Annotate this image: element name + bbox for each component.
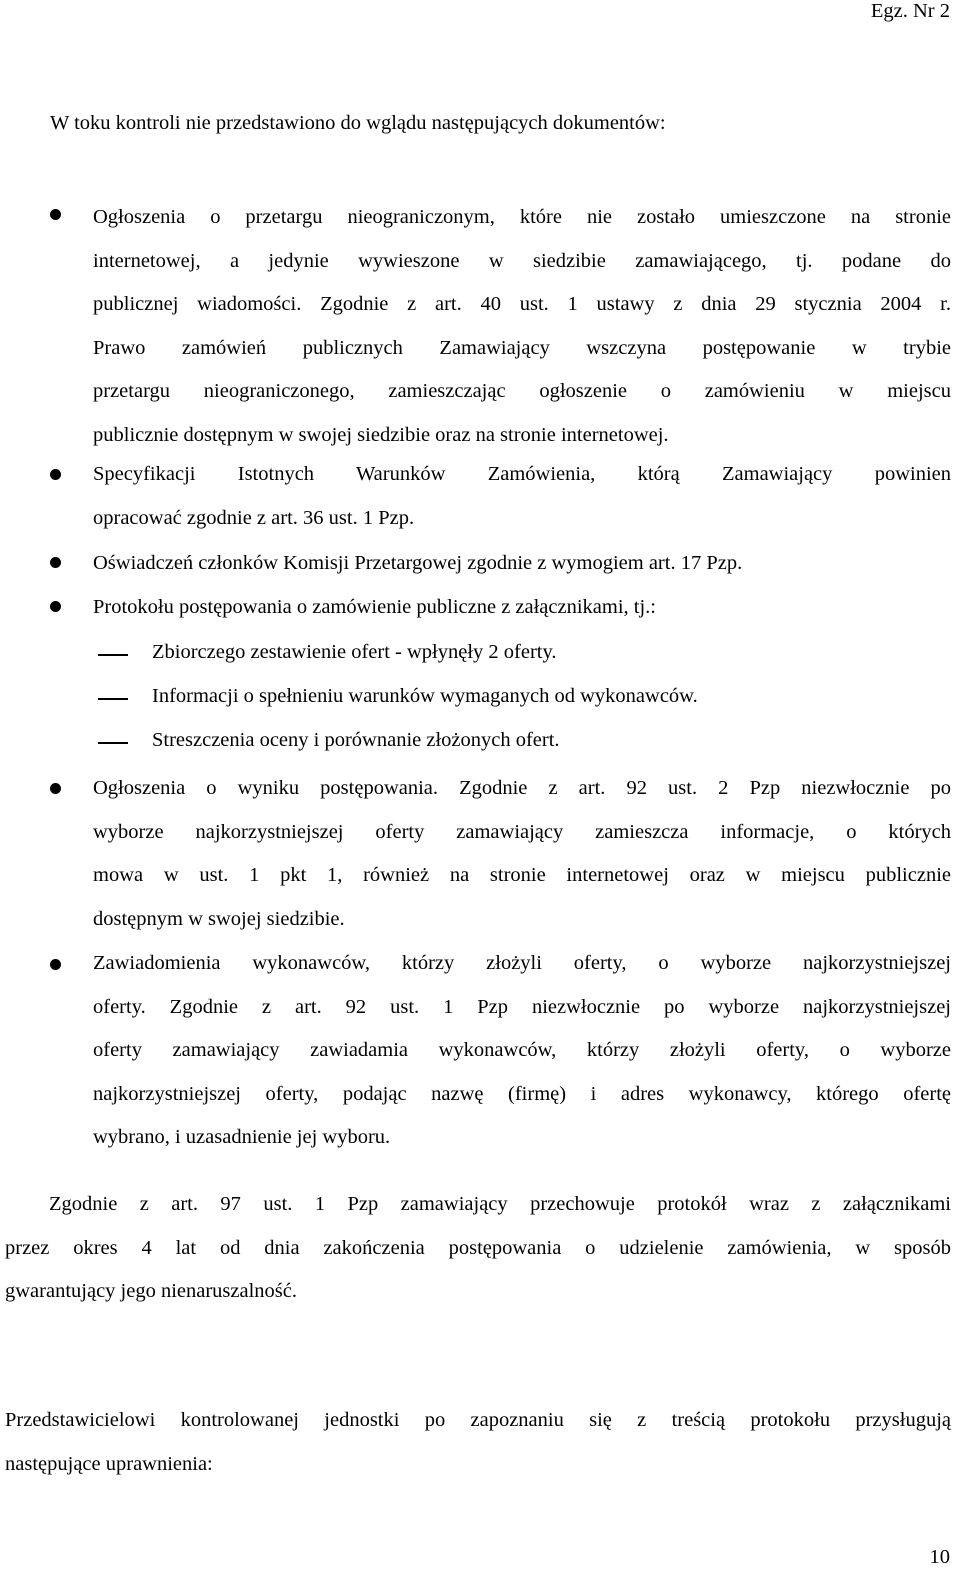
line: przez okres 4 lat od dnia zakończenia postępowania o udzielenie zamówienia, w sposób bbox=[5, 1236, 951, 1259]
bullet-icon bbox=[50, 783, 61, 794]
line: mowa w ust. 1 pkt 1, również na stronie internetowej oraz w miejscu publicznie bbox=[93, 864, 951, 887]
line: publicznie dostępnym w swojej siedzibie oraz na stronie internetowej. bbox=[93, 423, 669, 446]
rights-paragraph bbox=[5, 1399, 951, 1486]
list-item bbox=[93, 196, 951, 458]
dash-icon bbox=[98, 654, 128, 656]
line: Oświadczeń członków Komisji Przetargowej zgodnie z wymogiem art. 17 Pzp. bbox=[93, 552, 743, 574]
line: Zawiadomienia wykonawców, którzy złożyli oferty, o wyborze najkorzystniejszej bbox=[93, 952, 951, 974]
page-number: 10 bbox=[929, 1546, 950, 1568]
line: przetargu nieograniczonego, zamieszczając ogłoszenie o zamówieniu w miejscu bbox=[93, 380, 951, 403]
line: Zgodnie z art. 97 ust. 1 Pzp zamawiający przechowuje protokół wraz z załącznikami bbox=[49, 1193, 951, 1215]
bullet-icon bbox=[50, 469, 61, 480]
line: wybrano, i uzasadnienie jej wyboru. bbox=[93, 1126, 391, 1149]
intro-text: W toku kontroli nie przedstawiono do wglądu następujących dokumentów: bbox=[50, 112, 666, 134]
line: internetowej, a jedynie wywieszone w siedzibie zamawiającego, tj. podane do bbox=[93, 249, 951, 272]
line: Specyfikacji Istotnych Warunków Zamówienia, którą Zamawiający powinien bbox=[93, 463, 951, 485]
line: Przedstawicielowi kontrolowanej jednostki po zapoznaniu się z treścią protokołu przysługują bbox=[5, 1409, 951, 1431]
line: gwarantujący jego nienaruszalność. bbox=[5, 1280, 298, 1303]
sub-list-item: Informacji o spełnieniu warunków wymaganych od wykonawców. bbox=[152, 685, 698, 707]
dash-icon bbox=[98, 698, 128, 700]
archive-paragraph bbox=[5, 1183, 951, 1314]
bullet-icon bbox=[50, 601, 61, 612]
bullet-icon bbox=[50, 959, 61, 970]
line: opracować zgodnie z art. 36 ust. 1 Pzp. bbox=[93, 506, 415, 529]
line: Protokołu postępowania o zamówienie publiczne z załącznikami, tj.: bbox=[93, 596, 656, 618]
bullet-icon bbox=[50, 209, 61, 220]
dash-icon bbox=[98, 742, 128, 744]
line: Ogłoszenia o przetargu nieograniczonym, które nie zostało umieszczone na stronie bbox=[93, 206, 951, 228]
line: Prawo zamówień publicznych Zamawiający wszczyna postępowanie w trybie bbox=[93, 336, 951, 359]
line: oferty. Zgodnie z art. 92 ust. 1 Pzp niezwłocznie po wyborze najkorzystniejszej bbox=[93, 995, 951, 1018]
line: dostępnym w swojej siedzibie. bbox=[93, 907, 345, 930]
line: oferty zamawiający zawiadamia wykonawców, którzy złożyli oferty, o wyborze bbox=[93, 1039, 951, 1062]
line: Ogłoszenia o wyniku postępowania. Zgodnie z art. 92 ust. 2 Pzp niezwłocznie po bbox=[93, 777, 951, 799]
line: publicznej wiadomości. Zgodnie z art. 40 ust. 1 ustawy z dnia 29 stycznia 2004 r. bbox=[93, 293, 951, 316]
list-item bbox=[93, 542, 951, 586]
bullet-icon bbox=[50, 557, 61, 568]
list-item bbox=[93, 767, 951, 941]
sub-list-item: Zbiorczego zestawienie ofert - wpłynęły 2 oferty. bbox=[152, 641, 557, 663]
line: wyborze najkorzystniejszej oferty zamawiający zamieszcza informacje, o których bbox=[93, 820, 951, 843]
line: następujące uprawnienia: bbox=[5, 1452, 213, 1475]
sub-list-item: Streszczenia oceny i porównanie złożonych ofert. bbox=[152, 729, 560, 751]
list-item bbox=[93, 586, 951, 630]
line: najkorzystniejszej oferty, podając nazwę (firmę) i adres wykonawcy, którego ofertę bbox=[93, 1082, 951, 1105]
copy-number-label: Egz. Nr 2 bbox=[870, 0, 950, 22]
list-item bbox=[93, 453, 951, 540]
list-item bbox=[93, 942, 951, 1160]
